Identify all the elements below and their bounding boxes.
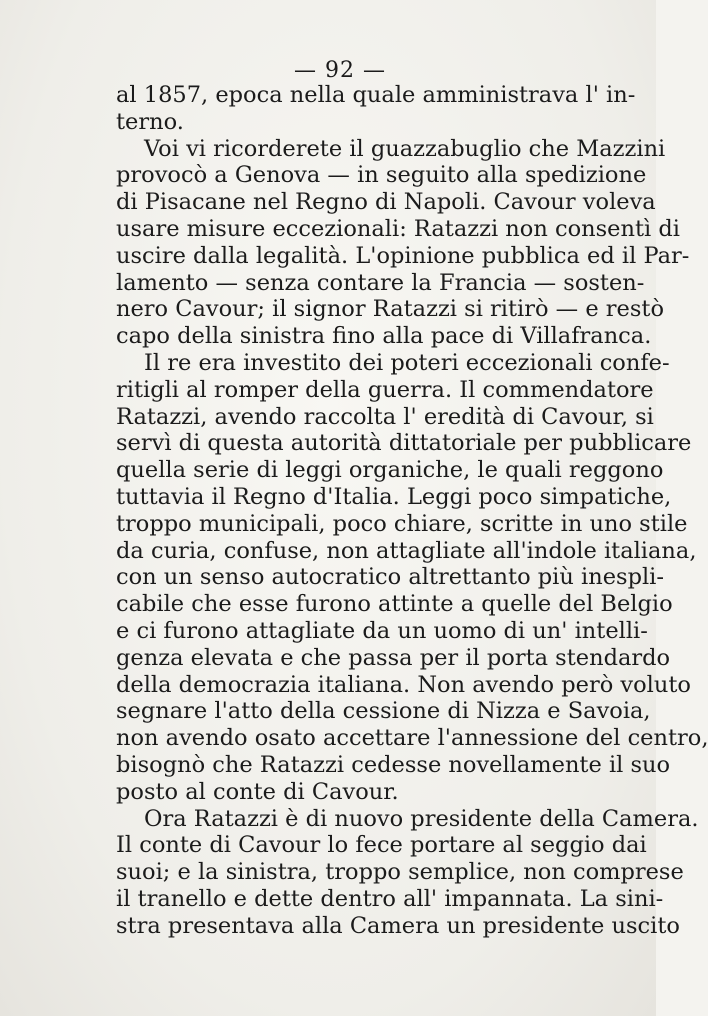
text-line: nero Cavour; il signor Ratazzi si ritirò — e restò <box>116 296 665 323</box>
text-line: non avendo osato accettare l'annessione del centro, <box>116 725 708 752</box>
text-line: ritigli al romper della guerra. Il commendatore <box>116 376 654 403</box>
text-line: terno. <box>116 108 184 135</box>
text-line: servì di questa autorità dittatoriale per pubblicare <box>116 430 692 457</box>
text-line: uscire dalla legalità. L'opinione pubblica ed il Par- <box>116 242 690 269</box>
text-line: Ratazzi, avendo raccolta l' eredità di Cavour, si <box>116 403 654 430</box>
page-number: — 92 — <box>294 58 386 83</box>
text-line: al 1857, epoca nella quale amministrava l' in- <box>116 82 636 108</box>
text-line: genza elevata e che passa per il porta stendardo <box>116 644 671 671</box>
text-line: stra presentava alla Camera un presidente uscito <box>116 912 680 939</box>
text-line: troppo municipali, poco chiare, scritte in uno stile <box>116 510 688 537</box>
text-line: Il re era investito dei poteri eccezionali confe- <box>144 349 670 376</box>
body-text <box>116 82 708 940</box>
text-line: capo della sinistra fino alla pace di Villafranca. <box>116 323 652 350</box>
text-line: provocò a Genova — in seguito alla spedizione <box>116 162 647 189</box>
text-line: Voi vi ricorderete il guazzabuglio che Mazzini <box>144 135 666 162</box>
text-line: lamento — senza contare la Francia — sosten- <box>116 269 645 296</box>
text-line: il tranello e dette dentro all' impannata. La sini- <box>116 885 664 912</box>
text-line: della democrazia italiana. Non avendo però voluto <box>116 671 691 698</box>
text-line: con un senso autocratico altrettanto più inespli- <box>116 564 664 591</box>
text-line: posto al conte di Cavour. <box>116 778 399 805</box>
text-line: suoi; e la sinistra, troppo semplice, non comprese <box>116 859 684 886</box>
text-line: quella serie di leggi organiche, le quali reggono <box>116 457 664 484</box>
text-line: da curia, confuse, non attagliate all'indole italiana, <box>116 537 697 564</box>
text-line: segnare l'atto della cessione di Nizza e Savoia, <box>116 698 651 725</box>
text-line: tuttavia il Regno d'Italia. Leggi poco simpatiche, <box>116 483 672 510</box>
text-line: Il conte di Cavour lo fece portare al seggio dai <box>116 832 647 859</box>
text-line: di Pisacane nel Regno di Napoli. Cavour voleva <box>116 189 656 216</box>
text-line: usare misure eccezionali: Ratazzi non consentì di <box>116 215 680 242</box>
text-line: e ci furono attagliate da un uomo di un' intelli- <box>116 617 648 644</box>
text-line: bisognò che Ratazzi cedesse novellamente il suo <box>116 751 671 778</box>
text-line: Ora Ratazzi è di nuovo presidente della Camera. <box>144 805 699 832</box>
text-line: cabile che esse furono attinte a quelle del Belgio <box>116 591 673 618</box>
